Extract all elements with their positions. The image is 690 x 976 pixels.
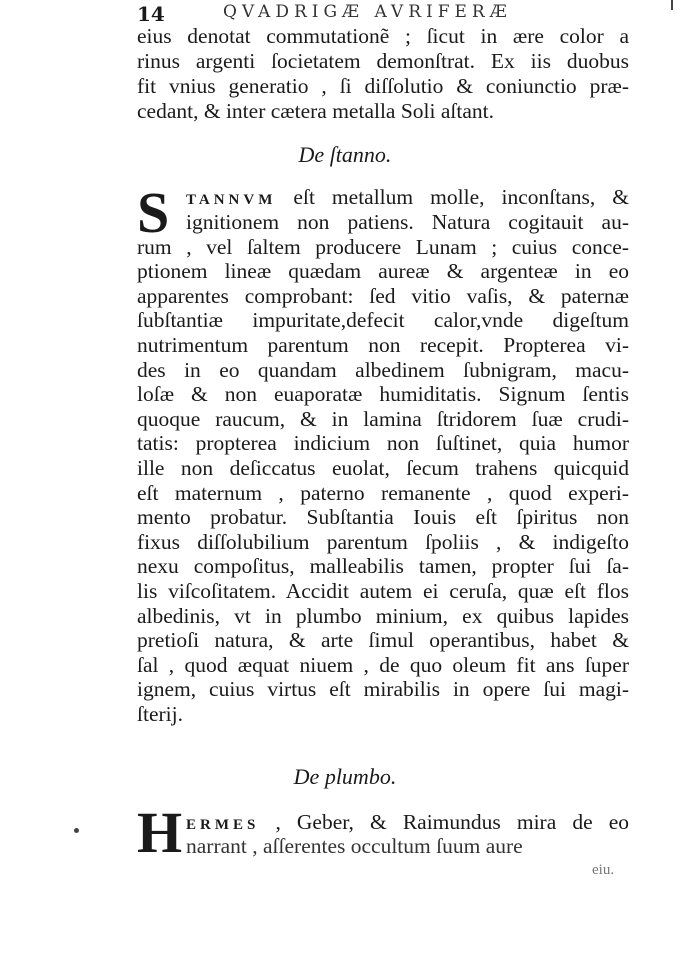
- text-line: ſterij.: [137, 702, 183, 726]
- text-line: apparentes comprobant: ſed vitio vaſis, & paternæ: [137, 283, 629, 308]
- text-line: des in eo quandam albedinem ſubnigram, macu-: [137, 357, 629, 382]
- text-line: fit vnius generatio , ſi diſſolutio & coniunctio præ-: [137, 74, 629, 98]
- text-line: ignitionem non patiens. Natura cogitauit au-: [186, 210, 629, 234]
- text-line: [186, 185, 629, 210]
- first-line-rest: , Geber, & Raimundus mira de eo: [275, 810, 629, 834]
- running-title: QVADRIGÆ AVRIFERÆ: [223, 2, 512, 22]
- text-line: cedant, & inter cætera metalla Soli aſtant.: [137, 99, 495, 123]
- drop-cap: H: [137, 800, 183, 865]
- text-line: lis viſcoſitatem. Accidit autem ei ceruſa, quæ eſt flos: [137, 579, 629, 603]
- text-line: eius denotat commutationẽ ; ſicut in ære color a: [137, 24, 629, 48]
- text-line: ſubſtantiæ impuritate,defecit calor,vnde digeſtum: [137, 308, 629, 333]
- text-line: nutrimentum parentum non recepit. Propterea vi-: [137, 333, 629, 357]
- text-line: [186, 810, 629, 835]
- text-line: ille non deſiccatus euolat, ſecum trahens quicquid: [137, 456, 629, 480]
- page-edge-mark: [671, 0, 673, 10]
- first-line-rest: eſt metallum molle, inconſtans, &: [293, 185, 629, 209]
- ink-speck: [74, 828, 79, 833]
- text-line: pretioſi natura, & arte ſimul operantibus, habet &: [137, 628, 629, 653]
- drop-cap: S: [137, 180, 170, 245]
- catchword: eiu.: [592, 862, 615, 878]
- text-line: albedinis, vt in plumbo minium, ex quibus lapides: [137, 603, 629, 628]
- first-word: TANNVM: [186, 192, 277, 208]
- text-line: fixus diſſolubilium parentum ſpoliis , & indigeſto: [137, 529, 629, 554]
- text-line: rum , vel ſaltem producere Lunam ; cuius conce-: [137, 234, 629, 259]
- text-line: quoque raucum, & in lamina ſtridorem ſuæ crudi-: [137, 406, 629, 431]
- text-line: loſæ & non euaporatæ humiditatis. Signum ſentis: [137, 382, 629, 407]
- text-line: rinus argenti ſocietatem demonſtrat. Ex iis duobus: [137, 49, 629, 73]
- text-line: narrant , aſſerentes occultum ſuum aure: [186, 834, 523, 858]
- section-heading-stanno: De ſtanno.: [298, 142, 392, 167]
- text-line: mento probatur. Subſtantia Iouis eſt ſpiritus non: [137, 505, 629, 530]
- section-heading-plumbo: De plumbo.: [293, 764, 397, 789]
- text-line: eſt maternum , paterno remanente , quod experi-: [137, 480, 629, 505]
- text-line: ptionem lineæ quædam aureæ & argenteæ in eo: [137, 259, 629, 284]
- page-number: 14: [137, 2, 165, 26]
- text-line: tatis: propterea indicium non ſuſtinet, quia humor: [137, 431, 629, 456]
- text-line: nexu compoſitus, malleabilis tamen, propter ſui ſa-: [137, 554, 629, 579]
- first-word: ERMES: [186, 817, 260, 833]
- text-line: ſal , quod æquat niuem , de quo oleum fit ans ſuper: [137, 652, 629, 677]
- text-line: ignem, cuius virtus eſt mirabilis in opere ſui magi-: [137, 677, 629, 702]
